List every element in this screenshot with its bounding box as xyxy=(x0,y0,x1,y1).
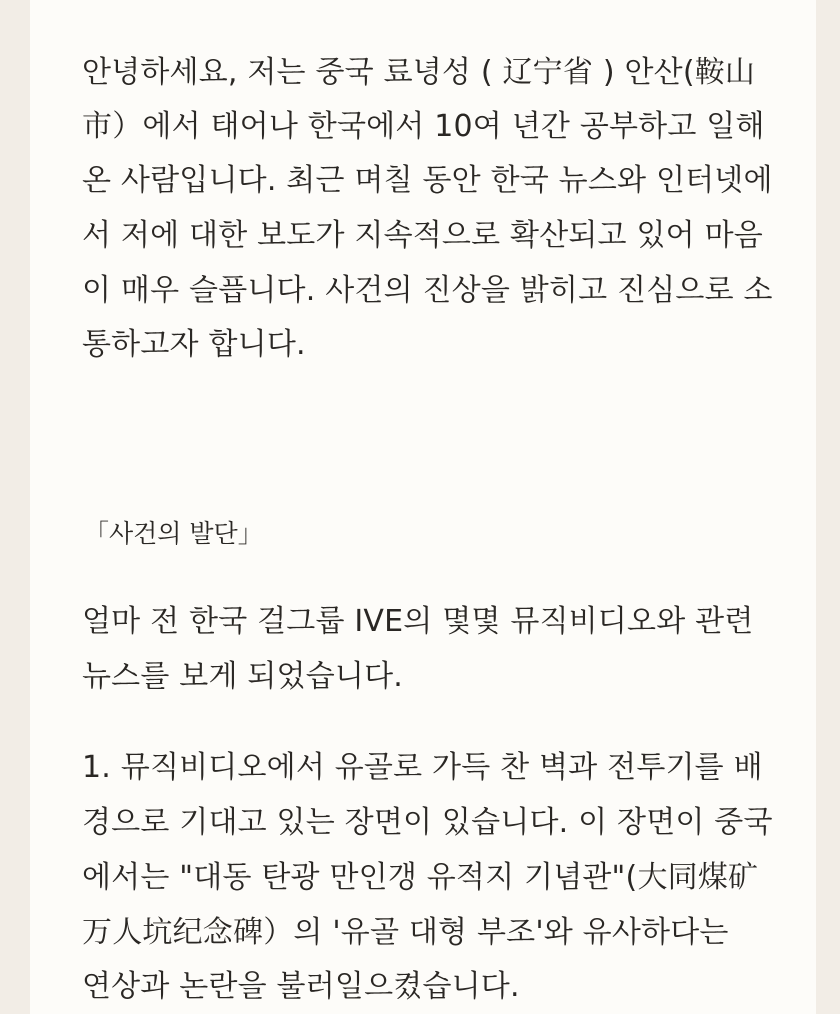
intro-line: 온 사람입니다. 최근 며칠 동안 한국 뉴스와 인터넷에 xyxy=(82,163,773,198)
intro-line: 이 매우 슬픕니다. 사건의 진상을 밝히고 진심으로 소 xyxy=(82,273,773,308)
paragraph-line: 얼마 전 한국 걸그룹 IVE의 몇몇 뮤직비디오와 관련 xyxy=(82,604,754,639)
paragraph-line: 1. 뮤직비디오에서 유골로 가득 찬 벽과 전투기를 배 xyxy=(82,750,763,785)
paragraph-line: 연상과 논란을 불러일으켰습니다. xyxy=(82,969,520,1004)
right-margin xyxy=(816,0,840,1014)
intro-line: 안녕하세요, 저는 중국 료녕성 ( 辽宁省 ) 안산(鞍山 xyxy=(82,55,756,90)
paragraph-line: 에서는 "대동 탄광 만인갱 유적지 기념관"(大同煤矿 xyxy=(82,860,759,895)
paragraph-line: 万人坑纪念碑）의 '유골 대형 부조'와 유사하다는 xyxy=(82,915,729,950)
intro-line: 市）에서 태어나 한국에서 10여 년간 공부하고 일해 xyxy=(82,109,765,144)
intro-line: 서 저에 대한 보도가 지속적으로 확산되고 있어 마음 xyxy=(82,218,763,253)
article-body xyxy=(30,0,816,1014)
left-margin xyxy=(0,0,30,1014)
intro-line: 통하고자 합니다. xyxy=(82,327,306,362)
section-heading: 「사건의 발단」 xyxy=(84,519,263,548)
paragraph-line: 뉴스를 보게 되었습니다. xyxy=(82,659,404,694)
paragraph-line: 경으로 기대고 있는 장면이 있습니다. 이 장면이 중국 xyxy=(82,805,773,840)
